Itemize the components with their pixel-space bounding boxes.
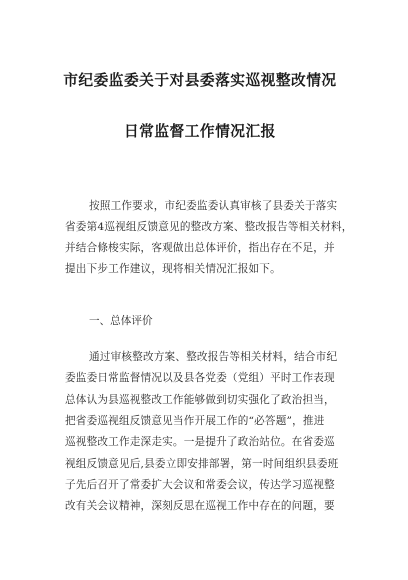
paragraph-line: 通过审核整改方案、整改报告等相关材料，结合市纪 bbox=[89, 351, 338, 363]
paragraph-line: 把省委巡视组反馈意见当作开展工作的“必答题”，推进 bbox=[65, 415, 325, 427]
document-title-line-2: 日常监督工作情况汇报 bbox=[123, 122, 276, 140]
paragraph-line: 省委第4巡视组反馈意见的整改方案、整改报告等相关材料， bbox=[65, 221, 353, 233]
section-heading: 一、总体评价 bbox=[89, 315, 153, 327]
paragraph-line: 总体认为县巡视整改工作能够做到切实强化了政治担当， bbox=[65, 394, 335, 406]
paragraph-line: 视组反馈意见后,县委立即安排部署，第一时间组织县委班 bbox=[65, 458, 339, 470]
paragraph-line: 提出下步工作建议，现将相关情况汇报如下。 bbox=[65, 263, 281, 275]
paragraph-line: 改有关会议精神，深刻反思在巡视工作中存在的问题，要 bbox=[65, 500, 335, 512]
document-title-line-1: 市纪委监委关于对县委落实巡视整改情况 bbox=[63, 71, 337, 89]
paragraph-line: 并结合條梭实际，客观做出总体评价，指出存在不足，并 bbox=[65, 242, 335, 254]
paragraph-line: 委监委日常监督情况以及县各党委（党组）平时工作表现 bbox=[65, 372, 335, 384]
paragraph-line: 按照工作要求，市纪委监委认真审核了县委关于落实 bbox=[89, 200, 338, 212]
paragraph-line: 子先后召开了常委扩大会议和常委会议，传达学习巡视整 bbox=[65, 479, 335, 491]
paragraph-line: 巡视整改工作走深走实。一是提升了政治站位。在省委巡 bbox=[65, 436, 335, 448]
